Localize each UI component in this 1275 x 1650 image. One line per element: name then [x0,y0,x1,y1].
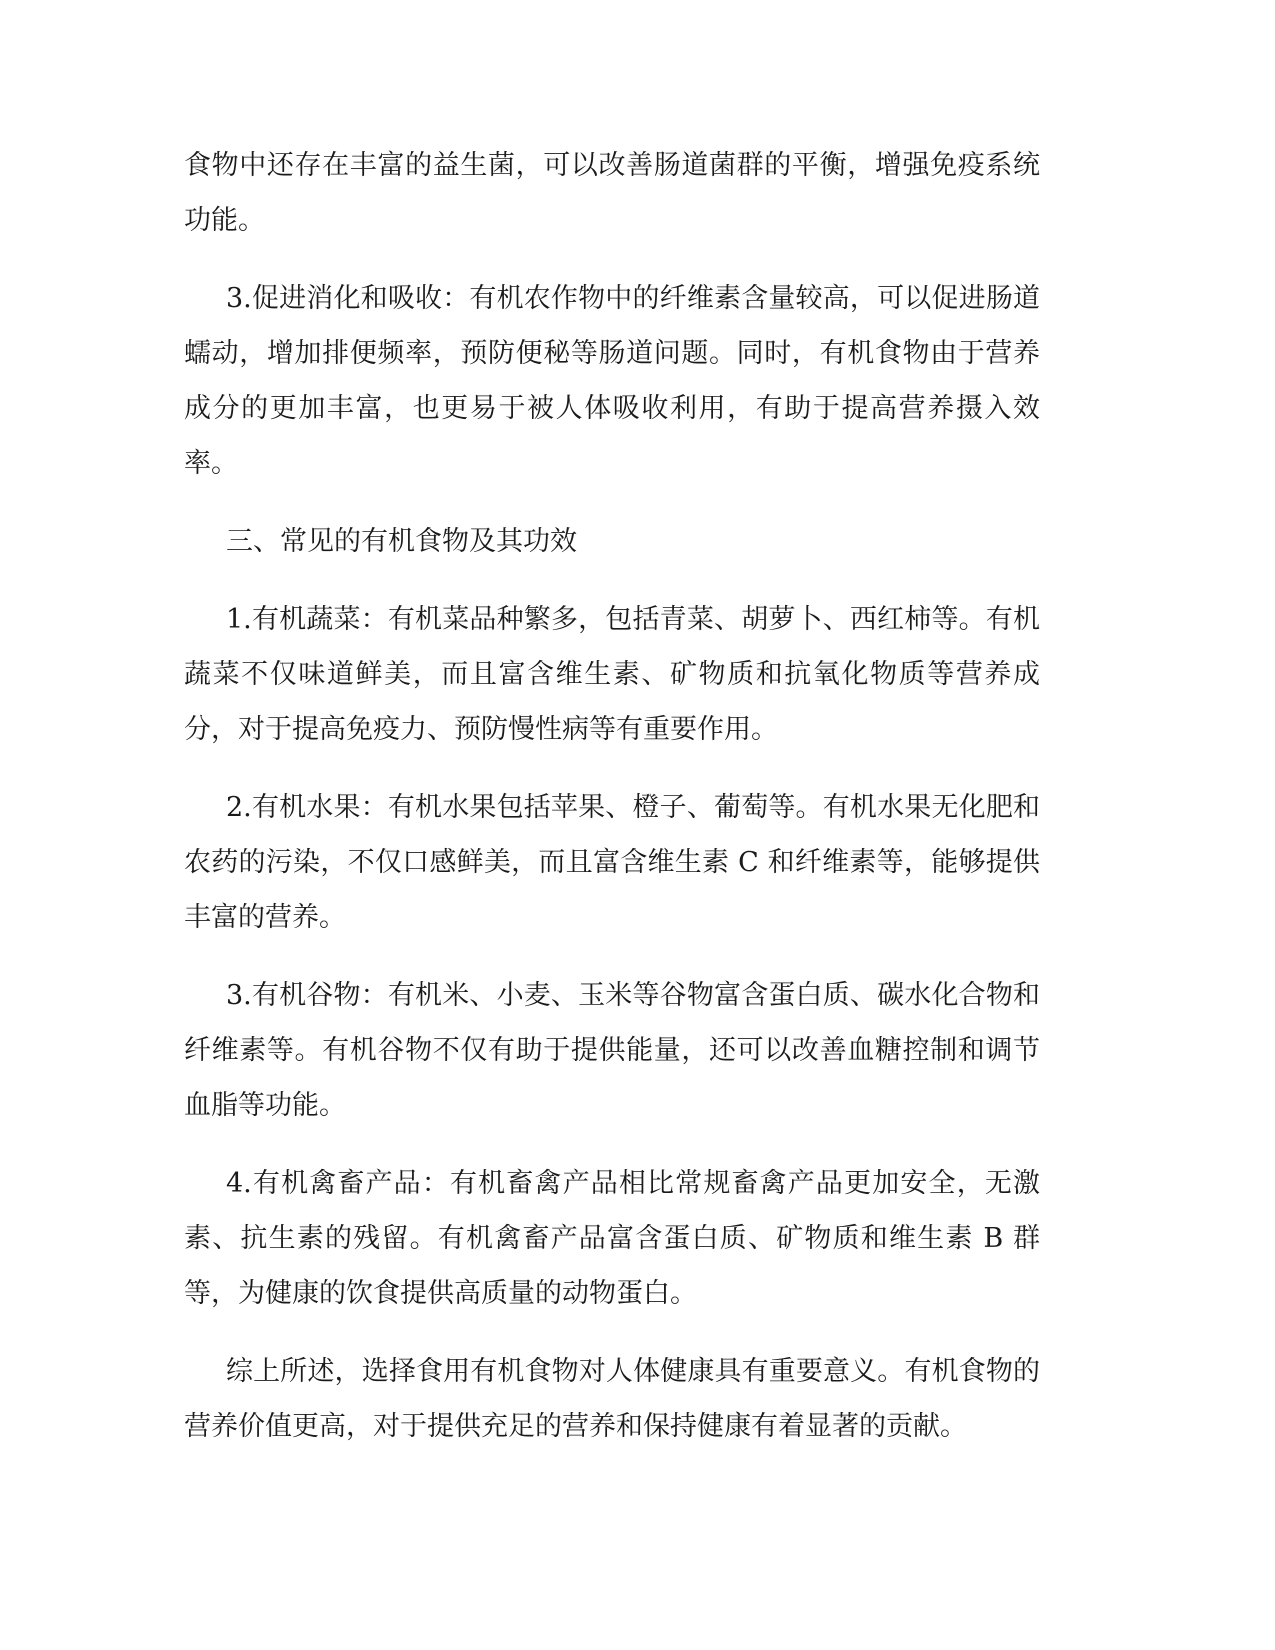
paragraph-organic-vegetables: 1.有机蔬菜：有机菜品种繁多，包括青菜、胡萝卜、西红柿等。有机蔬菜不仅味道鲜美，而且富含维生素、矿物质和抗氧化物质等营养成分，对于提高免疫力、预防慢性病等有重要作用。 [184,604,1040,745]
paragraph-continuation: 食物中还存在丰富的益生菌，可以改善肠道菌群的平衡，增强免疫系统功能。 [184,150,1040,236]
paragraph-organic-fruits: 2.有机水果：有机水果包括苹果、橙子、葡萄等。有机水果无化肥和农药的污染，不仅口感鲜美，而且富含维生素 C 和纤维素等，能够提供丰富的营养。 [184,792,1040,933]
document-body [184,138,1040,1454]
section-heading: 三、常见的有机食物及其功效 [226,526,577,557]
paragraph-organic-grains: 3.有机谷物：有机米、小麦、玉米等谷物富含蛋白质、碳水化合物和纤维素等。有机谷物不仅有助于提供能量，还可以改善血糖控制和调节血脂等功能。 [184,980,1040,1121]
paragraph-digestion-point: 3.促进消化和吸收：有机农作物中的纤维素含量较高，可以促进肠道蠕动，增加排便频率，预防便秘等肠道问题。同时，有机食物由于营养成分的更加丰富，也更易于被人体吸收利用，有助于提高营养摄入效率。 [184,283,1040,479]
paragraph-conclusion: 综上所述，选择食用有机食物对人体健康具有重要意义。有机食物的营养价值更高，对于提供充足的营养和保持健康有着显著的贡献。 [184,1356,1040,1442]
paragraph-organic-livestock: 4.有机禽畜产品：有机畜禽产品相比常规畜禽产品更加安全，无激素、抗生素的残留。有机禽畜产品富含蛋白质、矿物质和维生素 B 群等，为健康的饮食提供高质量的动物蛋白。 [184,1168,1040,1309]
